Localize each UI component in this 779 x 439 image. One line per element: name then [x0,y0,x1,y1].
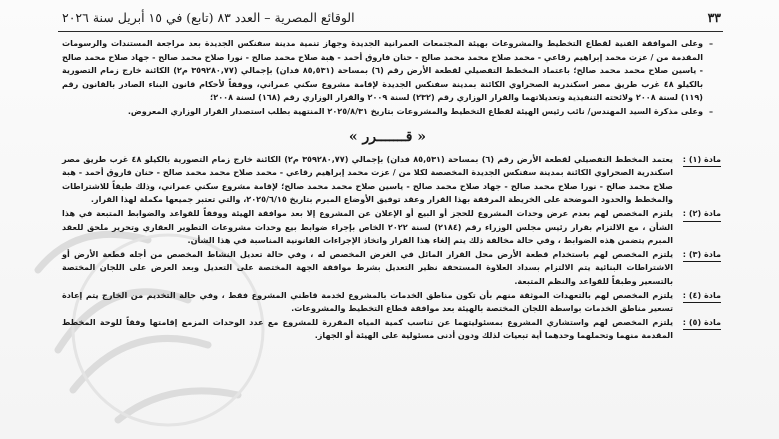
article-1 [62,153,721,207]
article-text: يعتمد المخطط التفصيلي لقطعة الأرض رقم (٦) بمساحة (٨٥,٥٣١ فدان) بإجمالي (٣٥٩٢٨٠,٧٧ م٢) الكائنة خارج زمام التصورية بالكيلو ٤٨ غرب طريق مصر اسكندرية الصحراوي الكائنة بمدينة سفنكس الجديدة المخصصة لكلا من / عزت محمد إبراهيم رقاعي - محمد صلاح محمد محمد صالح - حنان فاروق أحمد - هبة صلاح محمد صالح - نورا صلاح محمد صالح - جهاد صلاح محمد صالح - ياسين صلاح محمد محمد صالح؛ لإقامة مشروع سكني عمراني، وذلك طبقاً للاشتراطات والمخطط والحدود الموضحة على الخريطة المرفقة بهذا القرار وعقد توفيق الأوضاع المبرم بتاريخ ٢٠٢٥/٦/١٥، والتي تعتبر جميعها مكملة لهذا القرار. [62,153,673,205]
page-number: ٣٣ [707,9,721,25]
decision-heading: « قـــــــرر » [348,128,427,145]
preamble-paragraph: – وعلى مذكرة السيد المهندس/ نائب رئيس الهيئة لقطاع التخطيط والمشروعات بتاريخ ٢٠٢٥/٨/٣١ المنتهية بطلب استصدار القرار الوزاري المعروض. [62,105,713,119]
article-label: مادة (٢) : [683,207,721,222]
header-divider [58,31,723,32]
article-label: مادة (٥) : [683,316,721,331]
article-2 [62,207,721,248]
article-3 [62,248,721,289]
article-text: يلتزم المخصص لهم بعدم عرض وحدات المشروع للحجز أو البيع أو الإعلان عن المشروع إلا بعد موافقة الهيئة ووفقاً للقواعد والضوابط المتبعة في هذا الشأن ، مع الالتزام بقرار رئيس مجلس الوزراء رقم (٢١٨٤) لسنة ٢٠٢٢ الخاص بإجراء ضوابط بيع وحدات مشروعات التطوير العقاري وتحرير ملحق للعقد المبرم يتضمن هذه الضوابط ، وفي حالة مخالفة ذلك يتم إلغاء هذا القرار واتخاذ الإجراءات القانونية المناسبة في هذا الشأن. [62,207,673,246]
gazette-title: الوقائع المصرية – العدد ٨٣ (تابع) في ١٥ أبريل سنة ٢٠٢٦ [62,9,355,25]
article-label: مادة (١) : [683,153,721,168]
article-label: مادة (٣) : [683,248,721,263]
article-label: مادة (٤) : [683,289,721,304]
article-text: يلتزم المخصص لهم باستخدام قطعة الأرض محل القرار المائل في الغرض المخصص له ، وفي حالة تعديل النشاط المخصص من أجله قطعة الأرض أو الاشتراطات البنائية يتم الالتزام بسداد العلاوة المستحقة نظير التعديل بشرط موافقة الجهة المختصة على التعديل وبعد العرض على اللجان المختصة بالتسعير وطبقاً للقواعد والنظم المتبعة. [62,248,673,286]
article-text: يلتزم المخصص لهم بالتعهدات الموثقة منهم بأن تكون مناطق الخدمات بالمشروع لخدمة قاطني المشروع فقط ، وفي حالة التخديم من الخارج يتم إعادة تسعير مناطق الخدمات بواسطة اللجان المختصة بالهيئة بعد موافقة قطاع التخطيط والمشروعات. [62,289,673,314]
article-5 [62,316,721,343]
running-header [62,6,721,28]
article-text: يلتزم المخصص لهم واستشاري المشروع بمسئوليتهما عن تناسب كمية المياه المقررة للمشروع مع عدد الوحدات المزمع إقامتها وفقاً للوحة المخطط المقدمة منهما وتحملهما وحدهما أية تبعيات لذلك ودون أدنى مسئولية على الهيئة أو الجهاز. [62,316,673,341]
decree-body [62,37,721,343]
preamble-paragraph: – وعلى الموافقة الفنية لقطاع التخطيط والمشروعات بهيئة المجتمعات العمرانية الجديدة وجهاز تنمية مدينة سفنكس الجديدة بعد مراجعة المستندات والرسومات المقدمة من / عزت محمد إبراهيم رقاعي - محمد صلاح محمد محمد صالح - حنان فاروق أحمد - هبة صلاح محمد صالح - نورا صلاح محمد صالح - جهاد صلاح محمد صالح - ياسين صلاح محمد محمد صالح؛ باعتماد المخطط التفصيلي لقطعة الأرض رقم (٦) بمساحة (٨٥,٥٣١ فدان) بإجمالي (٣٥٩٢٨٠,٧٧ م٢) الكائنة خارج زمام التصورية بالكيلو ٤٨ غرب طريق مصر اسكندرية الصحراوي الكائنة بمدينة سفنكس الجديدة لإقامة مشروع سكني عمراني، ووفقاً لأحكام قانون البناء الصادر بالقانون رقم (١١٩) لسنة ٢٠٠٨ ولائحته التنفيذية وتعديلاتهما والقرار الوزاري رقم (٢٣٢) لسنة ٢٠٠٩ والقرار الوزاري رقم (١٦٨) لسنة ٢٠٠٨؛ [62,37,713,105]
article-4 [62,289,721,316]
